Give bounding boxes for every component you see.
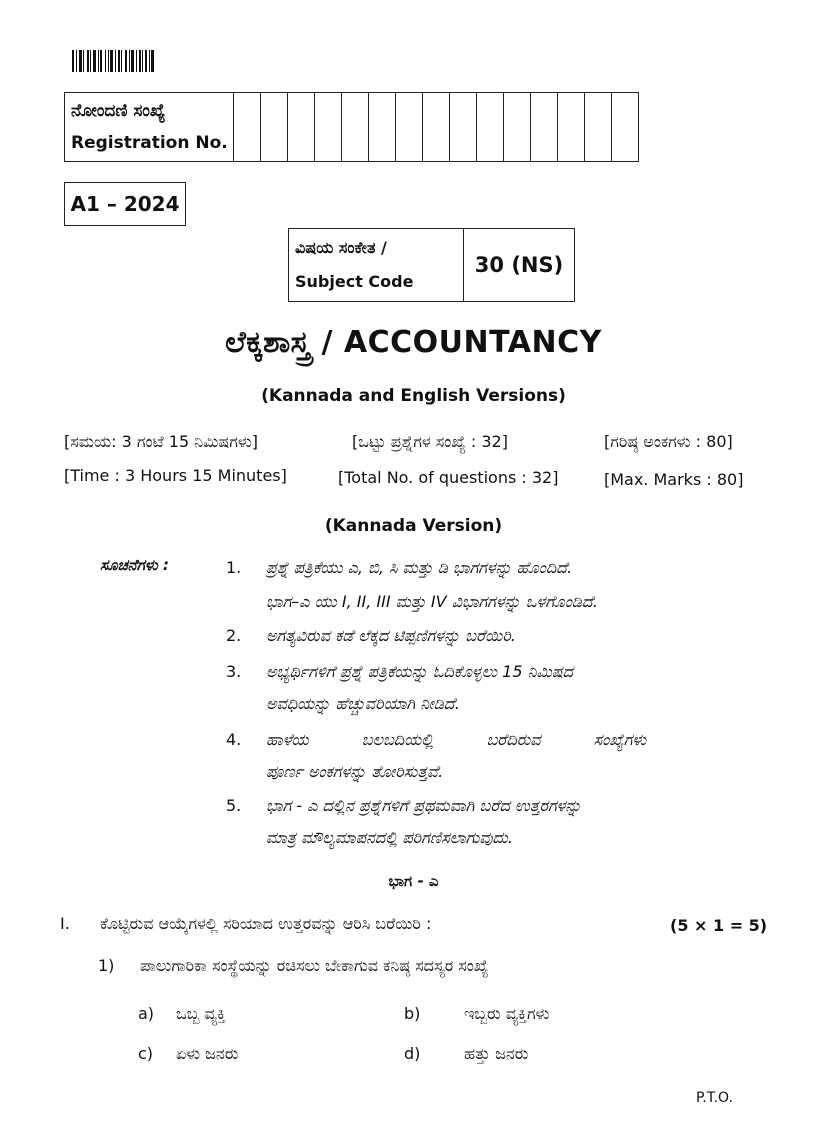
option-key: b) [404,1004,421,1023]
version-heading: (Kannada Version) [324,516,503,536]
option-text: ಹತ್ತು ಜನರು [464,1044,529,1063]
registration-digit-box[interactable] [450,93,477,162]
questions-en: [Total No. of questions : 32] [338,468,559,487]
question-number: 1) [98,956,115,975]
option-key: c) [138,1044,154,1063]
instruction-number: 1. [226,558,242,577]
registration-label-en: Registration No. [71,133,228,153]
section-title: ಭಾಗ - ಎ [388,872,439,890]
registration-digit-box[interactable] [315,93,342,162]
instruction-line: ಮಾತ್ರ ಮೌಲ್ಯಮಾಪನದಲ್ಲಿ ಪರಿಗಣಿಸಲಾಗುವುದು. [266,828,513,847]
option-key: a) [138,1004,155,1023]
registration-digit-box[interactable] [585,93,612,162]
instruction-line: ಭಾಗ - ಎ ದಲ್ಲಿನ ಪ್ರಶ್ನೆಗಳಿಗೆ ಪ್ರಥಮವಾಗಿ ಬರೆದ ಉತ್ತರಗಳನ್ನು [266,796,582,815]
page-footer-pto: P.T.O. [696,1090,733,1106]
registration-digit-box[interactable] [423,93,450,162]
registration-digit-box[interactable] [288,93,315,162]
instruction-line: ಹಾಳೆಯ ಬಲಬದಿಯಲ್ಲಿ ಬರೆದಿರುವ ಸಂಖ್ಯೆಗಳು [266,730,647,749]
marks-en: [Max. Marks : 80] [604,470,744,489]
registration-digit-box[interactable] [477,93,504,162]
instruction-line: ಅವಧಿಯನ್ನು ಹೆಚ್ಚುವರಿಯಾಗಿ ನೀಡಿದೆ. [266,694,460,713]
subject-code-label-en: Subject Code [295,272,414,291]
instruction-number: 3. [226,662,242,681]
registration-digit-box[interactable] [558,93,585,162]
registration-label-kn: ನೋಂದಣಿ ಸಂಖ್ಯೆ [71,101,166,121]
registration-digit-box[interactable] [396,93,423,162]
instruction-line: ಪ್ರಶ್ನೆ ಪತ್ರಿಕೆಯು ಎ, ಬಿ, ಸಿ ಮತ್ತು ಡಿ ಭಾಗಗಳನ್ನು ಹೊಂದಿದೆ. [266,558,573,577]
marks-kn: [ಗರಿಷ್ಠ ಅಂಕಗಳು : 80] [604,432,733,451]
registration-digit-box[interactable] [342,93,369,162]
exam-code-box: A1 – 2024 [64,182,186,226]
instruction-line: ಭಾಗ–ಎ ಯು I, II, III ಮತ್ತು IV ವಿಭಾಗಗಳನ್ನು ಒಳಗೊಂಡಿದೆ. [266,592,598,611]
question-group-marks: (5 × 1 = 5) [670,916,768,935]
barcode [72,50,184,72]
option-key: d) [404,1044,421,1063]
questions-kn: [ಒಟ್ಟು ಪ್ರಶ್ನೆಗಳ ಸಂಖ್ಯೆ : 32] [352,432,508,451]
question-group-text: ಕೊಟ್ಟಿರುವ ಆಯ್ಕೆಗಳಲ್ಲಿ ಸರಿಯಾದ ಉತ್ತರವನ್ನು ಆರಿಸಿ ಬರೆಯಿರಿ : [100,914,432,933]
registration-digit-box[interactable] [504,93,531,162]
instruction-number: 2. [226,626,242,645]
registration-digit-box[interactable] [369,93,396,162]
question-text: ಪಾಲುಗಾರಿಕಾ ಸಂಸ್ಥೆಯನ್ನು ರಚಿಸಲು ಬೇಕಾಗುವ ಕನಿಷ್ಠ ಸದಸ್ಯರ ಸಂಖ್ಯೆ [140,956,489,975]
instruction-number: 4. [226,730,242,749]
registration-digit-box[interactable] [612,93,639,162]
registration-label [65,93,234,162]
subject-code-value: 30 (NS) [464,229,575,302]
instruction-line: ಅಭ್ಯರ್ಥಿಗಳಿಗೆ ಪ್ರಶ್ನೆ ಪತ್ರಿಕೆಯನ್ನು ಓದಿಕೊಳ್ಳಲು 15 ನಿಮಿಷದ [266,662,574,681]
option-text: ಒಬ್ಬ ವ್ಯಕ್ತಿ [176,1004,226,1023]
registration-table [64,92,639,162]
subject-code-label-kn: ವಿಷಯ ಸಂಕೇತ / [295,238,387,257]
option-text: ಇಬ್ಬರು ವ್ಯಕ್ತಿಗಳು [464,1004,550,1023]
time-en: [Time : 3 Hours 15 Minutes] [64,466,287,485]
instruction-line: ಅಗತ್ಯವಿರುವ ಕಡೆ ಲೆಕ್ಕದ ಟಿಪ್ಪಣಿಗಳನ್ನು ಬರೆಯಿರಿ. [266,626,516,645]
question-group-number: I. [60,914,70,933]
instructions-label: ಸೂಚನೆಗಳು : [100,556,169,574]
paper-title: ಲೆಕ್ಕಶಾಸ್ತ್ರ / ACCOUNTANCY [225,325,602,360]
registration-digit-box[interactable] [261,93,288,162]
time-kn: [ಸಮಯ: 3 ಗಂಟೆ 15 ನಿಮಿಷಗಳು] [64,432,258,451]
instruction-number: 5. [226,796,242,815]
registration-digit-box[interactable] [234,93,261,162]
subject-code-label [289,229,464,302]
subject-code-table [288,228,575,302]
instruction-line: ಪೂರ್ಣ ಅಂಕಗಳನ್ನು ತೋರಿಸುತ್ತವೆ. [266,762,444,781]
registration-digit-box[interactable] [531,93,558,162]
paper-subtitle: (Kannada and English Versions) [261,386,566,406]
option-text: ಏಳು ಜನರು [176,1044,239,1063]
